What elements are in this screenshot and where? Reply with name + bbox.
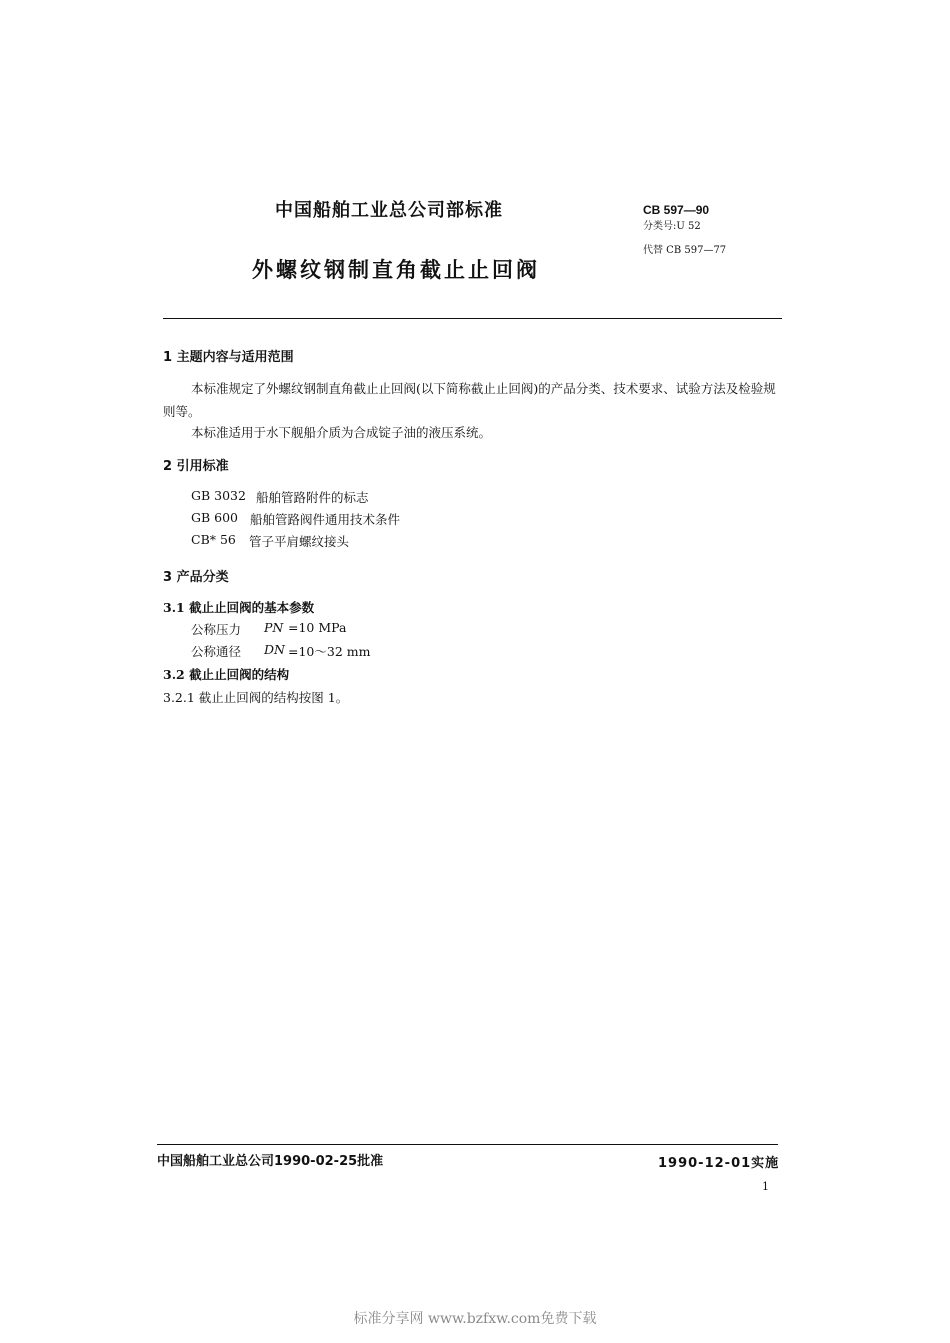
implementation-date: 1990-12-01实施 (658, 1156, 780, 1171)
nominal-diameter-symbol: DN (264, 642, 285, 657)
reference-title: 船舶管路附件的标志 (256, 490, 369, 505)
replaces-standard: 代替 CB 597—77 (643, 245, 727, 256)
nominal-pressure-value: =10 MPa (288, 620, 347, 635)
section-1-heading: 1 主题内容与适用范围 (163, 350, 294, 365)
reference-title: 船舶管路阀件通用技术条件 (250, 512, 401, 527)
approval-date: 中国船舶工业总公司1990-02-25批准 (157, 1154, 384, 1169)
download-watermark: 标准分享网 www.bzfxw.com免费下载 (353, 1311, 597, 1327)
section-3-1-heading: 3.1 截止止回阀的基本参数 (163, 600, 315, 615)
nominal-diameter-value: =10～32 mm (288, 644, 371, 659)
reference-code: GB 3032 (191, 488, 246, 503)
footer-divider (157, 1144, 778, 1145)
section-3-2-heading: 3.2 截止止回阀的结构 (163, 667, 290, 682)
section-1-paragraph-1: 本标准规定了外螺纹钢制直角截止止回阀(以下简称截止止回阀)的产品分类、技术要求、试验方法及检验规则等。 (163, 381, 776, 419)
reference-code: GB 600 (191, 510, 239, 525)
issuing-organization-title: 中国船舶工业总公司部标准 (275, 200, 503, 221)
nominal-diameter-label: 公称通径 (191, 644, 242, 659)
standard-code: CB 597—90 (643, 203, 710, 217)
section-2-heading: 2 引用标准 (163, 459, 229, 474)
classification-number: 分类号:U 52 (643, 221, 701, 232)
section-3-2-1-text: 3.2.1 截止止回阀的结构按图 1。 (163, 690, 349, 705)
page-number: 1 (762, 1180, 769, 1193)
section-1-paragraph-2: 本标准适用于水下舰船介质为合成锭子油的液压系统。 (191, 425, 492, 440)
reference-code: CB* 56 (191, 532, 236, 547)
header-divider (163, 318, 782, 319)
nominal-pressure-label: 公称压力 (191, 622, 242, 637)
nominal-pressure-symbol: PN (264, 620, 284, 635)
section-3-heading: 3 产品分类 (163, 570, 229, 585)
reference-title: 管子平肩螺纹接头 (249, 534, 350, 549)
document-title: 外螺纹钢制直角截止止回阀 (252, 258, 540, 282)
